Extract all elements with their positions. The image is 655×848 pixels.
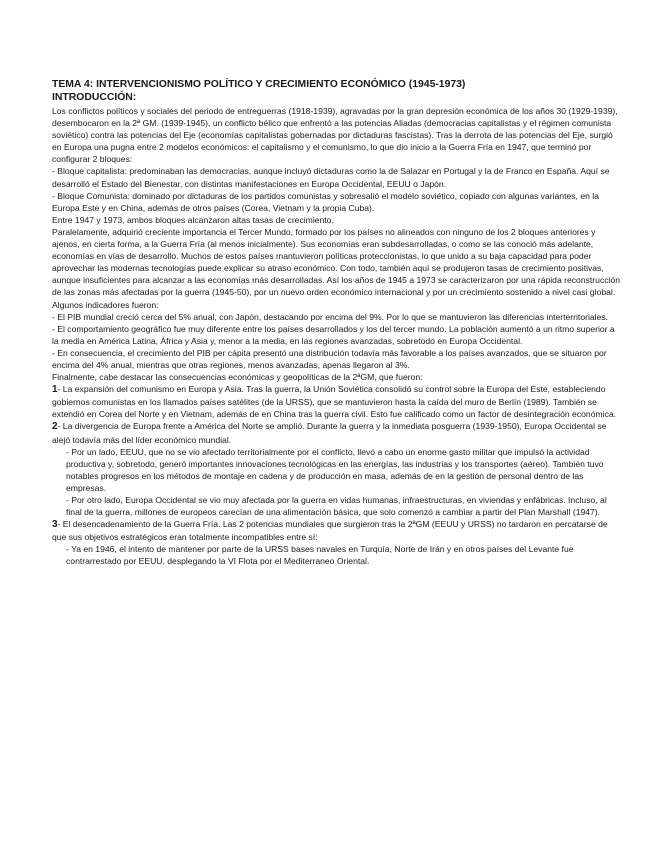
- consequence-number: 3: [52, 519, 58, 531]
- sub-point: - Ya en 1946, el intento de mantener por parte de la URSS bases navales en Turquía, Norte de Irán y en otros países del Levante fue contrarrestado por EEUU, desplegando la VI Flota por el Mediterraneo Oriental.: [66, 544, 574, 567]
- paragraph: - En consecuencia, el crecimiento del PIB per cápita presentó una distribución todavía más favorable a los países avanzados, que se situaron por encima del 4% anual, mientras que otras regiones, menos avanzadas, apenas llegaron al 3%.: [52, 347, 607, 370]
- document-title: TEMA 4: INTERVENCIONISMO POLÍTICO Y CRECIMIENTO ECONÓMICO (1945-1973): [52, 79, 466, 90]
- consequence-item: [52, 383, 620, 420]
- paragraph: Paralelamente, adquirió creciente importancia el Tercer Mundo, formado por los países no alineados con ninguno de los 2 bloques anteriores y ajenos, en cierta forma, a la Guerra Fría (al menos inicialmente). Sus economías eran subdesarrolladas, o como se las conoció más adelante, economías en vías de desarrollo. Muchos de estos países mantuvieron políticas proteccionistas, lo que unido a su baja capacidad para poder aprovechar las modernas tecnologías puede explicar su atraso económico. Con todo, también aquí se produjeron tasas de crecimiento positivas, aunque insuficientes para alcanzar a las economías más desarrolladas. Así los años de 1945 a 1973 se caracterizaron por una rápida reconstrucción de las zonas más afectadas por la guerra (1945-50), por un nuevo orden económico internacional y por un crecimiento sostenido a nivel casi global. Algunos indicadores fueron:: [52, 226, 621, 310]
- paragraph: - Bloque capitalista: predominaban las democracias, aunque incluyó dictaduras como la de Salazar en Portugal y la de Franco en España. Aquí se desarrolló el Estado del Bienestar, con distintas manifestaciones en Europa Occidental, EEUU o Japón.: [52, 166, 610, 189]
- consequence-number: 1: [52, 384, 58, 396]
- sub-point: - Por un lado, EEUU, que no se vio afectado territorialmente por el conflicto, llevó a cabo un enorme gasto militar que impulsó la actividad productiva y, sobretodo, generó importantes innovaciones tecnológicas en las energías, las industrias y los transportes (aéreo). También tuvo notables progresos en los métodos de montaje en cadena y de producción en masa, además de en la gestión de personal dentro de las empresas.: [66, 446, 604, 493]
- section-heading: INTRODUCCIÓN:: [52, 92, 137, 103]
- paragraph: Los conflictos políticos y sociales del periodo de entreguerras (1918-1939), agravadas por la gran depresión económica de los años 30 (1929-1939), desembocaron en la 2ª GM. (1939-1945), un conflicto bélico que enfrentó a las potencias Aliadas (democracias capitalistas y el régimen comunista soviético) contra las potencias del Eje (economías capitalistas gobernadas por dictaduras fascistas). Tras la derrota de las potencias del Eje, surgió en Europa una pugna entre 2 modelos económicos: el capitalismo y el comunismo, lo que dio inicio a la Guerra Fría en 1947, que terminó por configurar 2 bloques:: [52, 106, 618, 165]
- paragraph: - Bloque Comunista: dominado por dictaduras de los partidos comunistas y sobresalió el modelo soviético, copiado con algunas variantes, en la Europa Este y en China, además de otros países (Corea, Vietnam y la propia Cuba).: [52, 190, 599, 213]
- consequence-text: - El desencadenamiento de la Guerra Fría. Las 2 potencias mundiales que surgieron tras la 2ªGM (EEUU y URSS) no tardaron en percatarse de que sus objetivos estratégicos eran totalmente incompatibles entre sí:: [52, 519, 608, 543]
- paragraph: - El PIB mundial creció cerca del 5% anual, con Japón, destacando por encima del 9%. Por lo que se mantuvieron las diferencias interterritoriales.: [52, 311, 609, 322]
- consequence-text: - La divergencia de Europa frente a América del Norte se amplió. Durante la guerra y la inmediata posguerra (1939-1950), Europa Occidental se alejó todavía más del líder económico mundial.: [52, 421, 607, 445]
- consequence-item: [52, 518, 620, 543]
- paragraph: - El comportamiento geográfico fue muy diferente entre los países desarrollados y los del tercer mundo. La población aumentó a un ritmo superior a la media en América Latina, África y Asia y, menor a la media, en las regiones avanzadas, sobretodo en Europa Occidental.: [52, 323, 615, 346]
- consequence-number: 2: [52, 421, 58, 433]
- sub-point: - Por otro lado, Europa Occidental se vio muy afectada por la guerra en vidas humanas, infraestructuras, en viviendas y enfábricas. Incluso, al final de la guerra, millones de europeos carecían de una alimentación básica, que solo comenzó a cambiar a partir del Plan Marshall (1947).: [66, 495, 607, 518]
- consequence-text: - La expansión del comunismo en Europa y Asia. Tras la guerra, la Unión Soviética consolidó su control sobre la Europa del Este, estableciendo gobiernos comunistas en los llamados países satélites (de la URSS), que se mantuvieron hasta la caída del muro de Berlín (1989). También se extendió en Corea del Norte y en Vietnam, además de en China tras la guerra civil. Esto fue calificado como un factor de desintegración económica.: [52, 384, 617, 420]
- paragraph: Finalmente, cabe destacar las consecuencias económicas y geopolíticas de la 2ªGM, que fueron:: [52, 372, 423, 383]
- consequence-item: [52, 420, 620, 445]
- paragraph: Entre 1947 y 1973, ambos bloques alcanzaron altas tasas de crecimiento.: [52, 214, 334, 225]
- document-page: [52, 78, 620, 568]
